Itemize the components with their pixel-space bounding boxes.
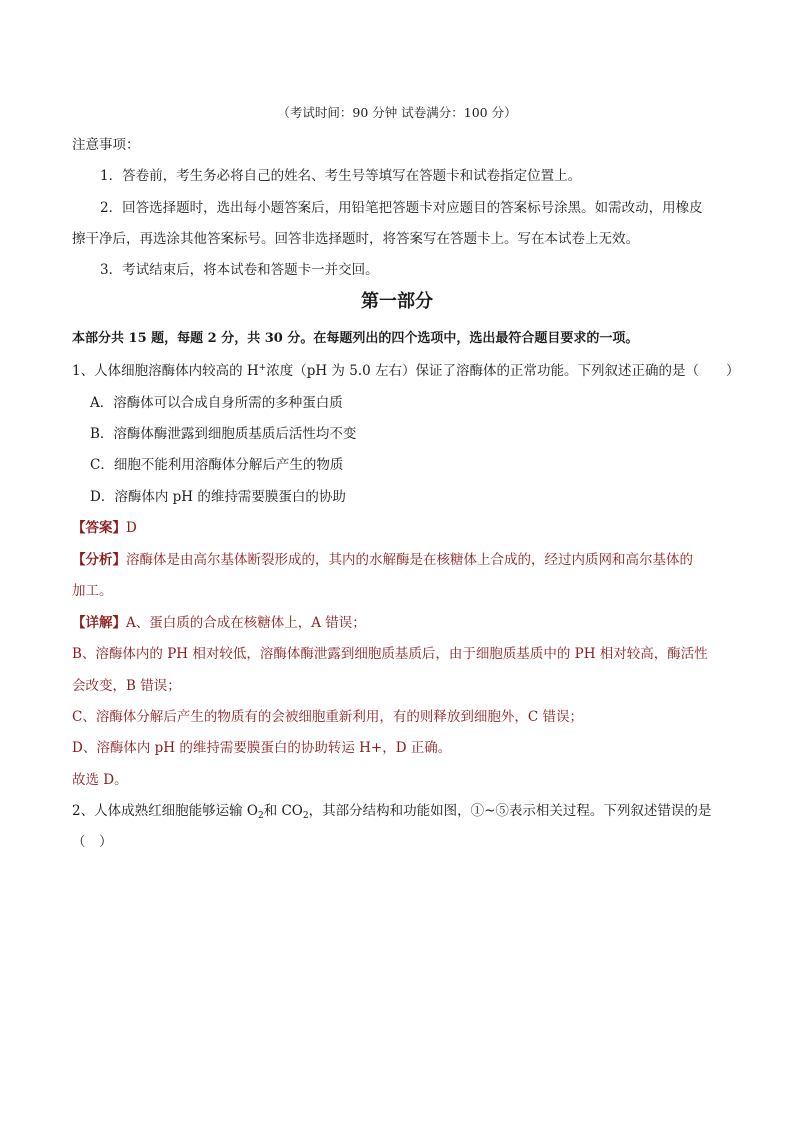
exam-info: （考试时间：90 分钟 试卷满分：100 分） — [277, 105, 517, 120]
question-2-stem-cont: （ ） — [72, 834, 113, 850]
section-title: 第一部分 — [361, 291, 433, 312]
question-1-analysis: 【分析】溶酶体是由高尔基体断裂形成的，其内的水解酶是在核糖体上合成的，经过内质网和高尔基体的 — [72, 552, 693, 568]
note-item: 1．答卷前，考生务必将自己的姓名、考生号等填写在答题卡和试卷指定位置上。 — [100, 168, 582, 184]
note-item: 擦干净后，再选涂其他答案标号。回答非选择题时，将答案写在答题卡上。写在本试卷上无效。 — [72, 231, 639, 247]
notes-heading: 注意事项： — [72, 137, 140, 153]
question-1-detail-b-cont: 会改变，B 错误； — [72, 678, 181, 694]
question-1-analysis-cont: 加工。 — [72, 583, 113, 599]
question-1-option-b: B．溶酶体酶泄露到细胞质基质后活性均不变 — [90, 426, 357, 442]
question-1-option-a: A．溶酶体可以合成自身所需的多种蛋白质 — [90, 395, 343, 411]
question-1-detail-b: B、溶酶体内的 PH 相对较低，溶酶体酶泄露到细胞质基质后，由于细胞质基质中的 PH 相对较高，酶活性 — [72, 646, 708, 662]
question-1-detail-d: D、溶酶体内 pH 的维持需要膜蛋白的协助转运 H+，D 正确。 — [72, 740, 452, 756]
section-instruction: 本部分共 15 题，每题 2 分，共 30 分。在每题列出的四个选项中，选出最符合题目要求的一项。 — [72, 331, 639, 346]
question-1-option-c: C．细胞不能利用溶酶体分解后产生的物质 — [90, 457, 344, 473]
question-1-detail: 【详解】A、蛋白质的合成在核糖体上，A 错误； — [72, 615, 366, 631]
question-1-conclusion: 故选 D。 — [72, 772, 128, 788]
question-1-answer: 【答案】D — [72, 520, 137, 536]
question-2-stem: 2、人体成熟红细胞能够运输 $O_2$和 $CO_2$，其部分结构和功能如图，①~⑤表示相关过程。下列叙述错误的是 — [72, 803, 712, 821]
note-item: 2．回答选择题时，选出每小题答案后，用铅笔把答题卡对应题目的答案标号涂黑。如需改动，用橡皮 — [100, 200, 703, 216]
note-item: 3．考试结束后，将本试卷和答题卡一并交回。 — [100, 262, 379, 278]
question-1-detail-c: C、溶酶体分解后产生的物质有的会被细胞重新利用，有的则释放到细胞外，C 错误； — [72, 709, 583, 725]
question-1-stem: 1、人体细胞溶酶体内较高的 H+浓度（pH 为 5.0 左右）保证了溶酶体的正常功能。下列叙述正确的是（ ） — [72, 363, 740, 379]
question-1-option-d: D．溶酶体内 pH 的维持需要膜蛋白的协助 — [90, 489, 346, 505]
